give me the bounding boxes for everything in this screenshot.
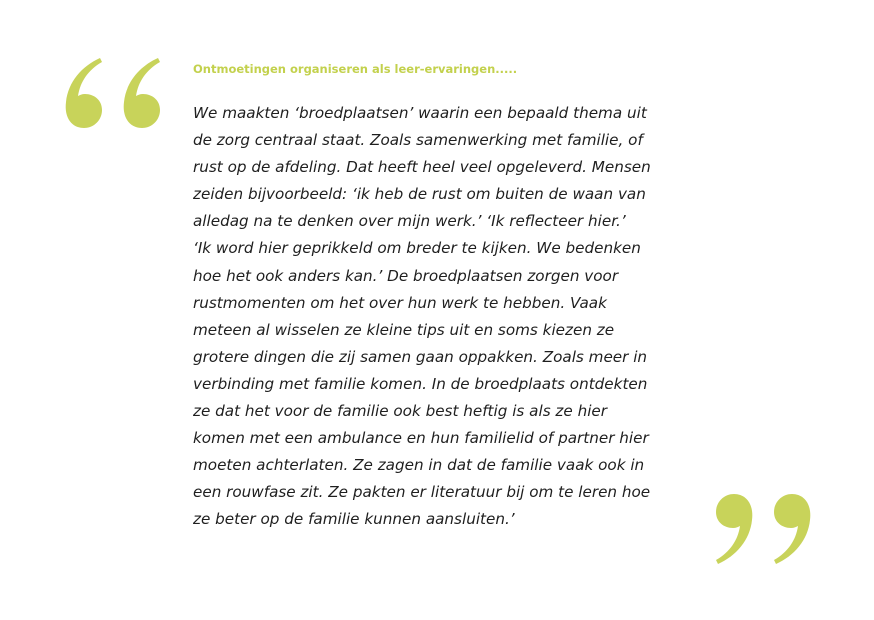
left-double-quote-icon xyxy=(62,56,164,132)
section-heading: Ontmoetingen organiseren als leer-ervaringen..... xyxy=(193,62,518,76)
quote-line: ‘Ik word hier geprikkeld om breder te kijken. We bedenken xyxy=(193,239,641,258)
quote-line: een rouwfase zit. Ze pakten er literatuur bij om te leren hoe xyxy=(193,483,651,502)
quote-line: ze beter op de familie kunnen aansluiten.’ xyxy=(193,510,515,529)
quote-line: verbinding met familie komen. In de broedplaats ontdekten xyxy=(193,374,648,393)
quote-line: rust op de afdeling. Dat heeft heel veel opgeleverd. Mensen xyxy=(193,158,651,177)
quote-line: rustmomenten om het over hun werk te hebben. Vaak xyxy=(193,293,607,312)
quote-text xyxy=(193,100,693,534)
quote-line: alledag na te denken over mijn werk.’ ‘Ik reflecteer hier.’ xyxy=(193,212,626,231)
quote-line: moeten achterlaten. Ze zagen in dat de familie vaak ook in xyxy=(193,456,645,475)
quote-line: de zorg centraal staat. Zoals samenwerking met familie, of xyxy=(193,131,643,150)
right-double-quote-icon xyxy=(712,490,814,566)
quote-line: komen met een ambulance en hun familielid of partner hier xyxy=(193,429,649,448)
quote-line: meteen al wisselen ze kleine tips uit en soms kiezen ze xyxy=(193,320,615,339)
quote-line: ze dat het voor de familie ook best heftig is als ze hier xyxy=(193,402,608,421)
quote-line: grotere dingen die zij samen gaan oppakken. Zoals meer in xyxy=(193,347,648,366)
quote-line: We maakten ‘broedplaatsen’ waarin een bepaald thema uit xyxy=(193,104,647,122)
quote-line: hoe het ook anders kan.’ De broedplaatsen zorgen voor xyxy=(193,266,619,285)
quote-line: zeiden bijvoorbeeld: ‘ik heb de rust om buiten de waan van xyxy=(193,185,646,204)
